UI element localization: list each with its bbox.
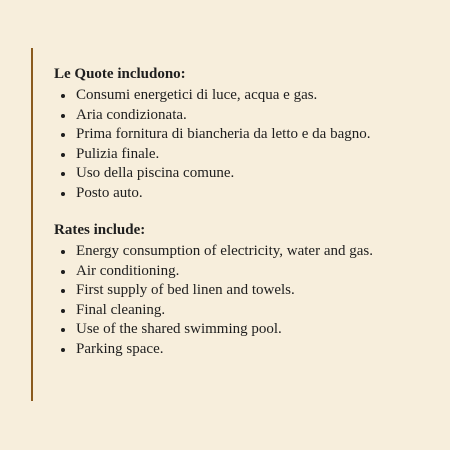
list-item: Consumi energetici di luce, acqua e gas. [54,86,444,106]
list-item: Uso della piscina comune. [54,164,444,184]
list-item: Use of the shared swimming pool. [54,320,444,340]
list-item: First supply of bed linen and towels. [54,281,444,301]
list-item: Energy consumption of electricity, water and gas. [54,242,444,262]
english-items-list [54,242,444,359]
rates-info-panel [54,64,444,359]
italian-items-list [54,86,444,203]
english-section [54,220,444,359]
vertical-accent-rule [31,48,33,401]
list-item: Aria condizionata. [54,106,444,126]
list-item: Parking space. [54,340,444,360]
list-item: Posto auto. [54,184,444,204]
italian-section [54,64,444,203]
list-item: Air conditioning. [54,262,444,282]
list-item: Pulizia finale. [54,145,444,165]
list-item: Final cleaning. [54,301,444,321]
italian-section-title: Le Quote includono: [54,66,186,82]
list-item: Prima fornitura di biancheria da letto e da bagno. [54,125,444,145]
english-section-title: Rates include: [54,222,146,238]
